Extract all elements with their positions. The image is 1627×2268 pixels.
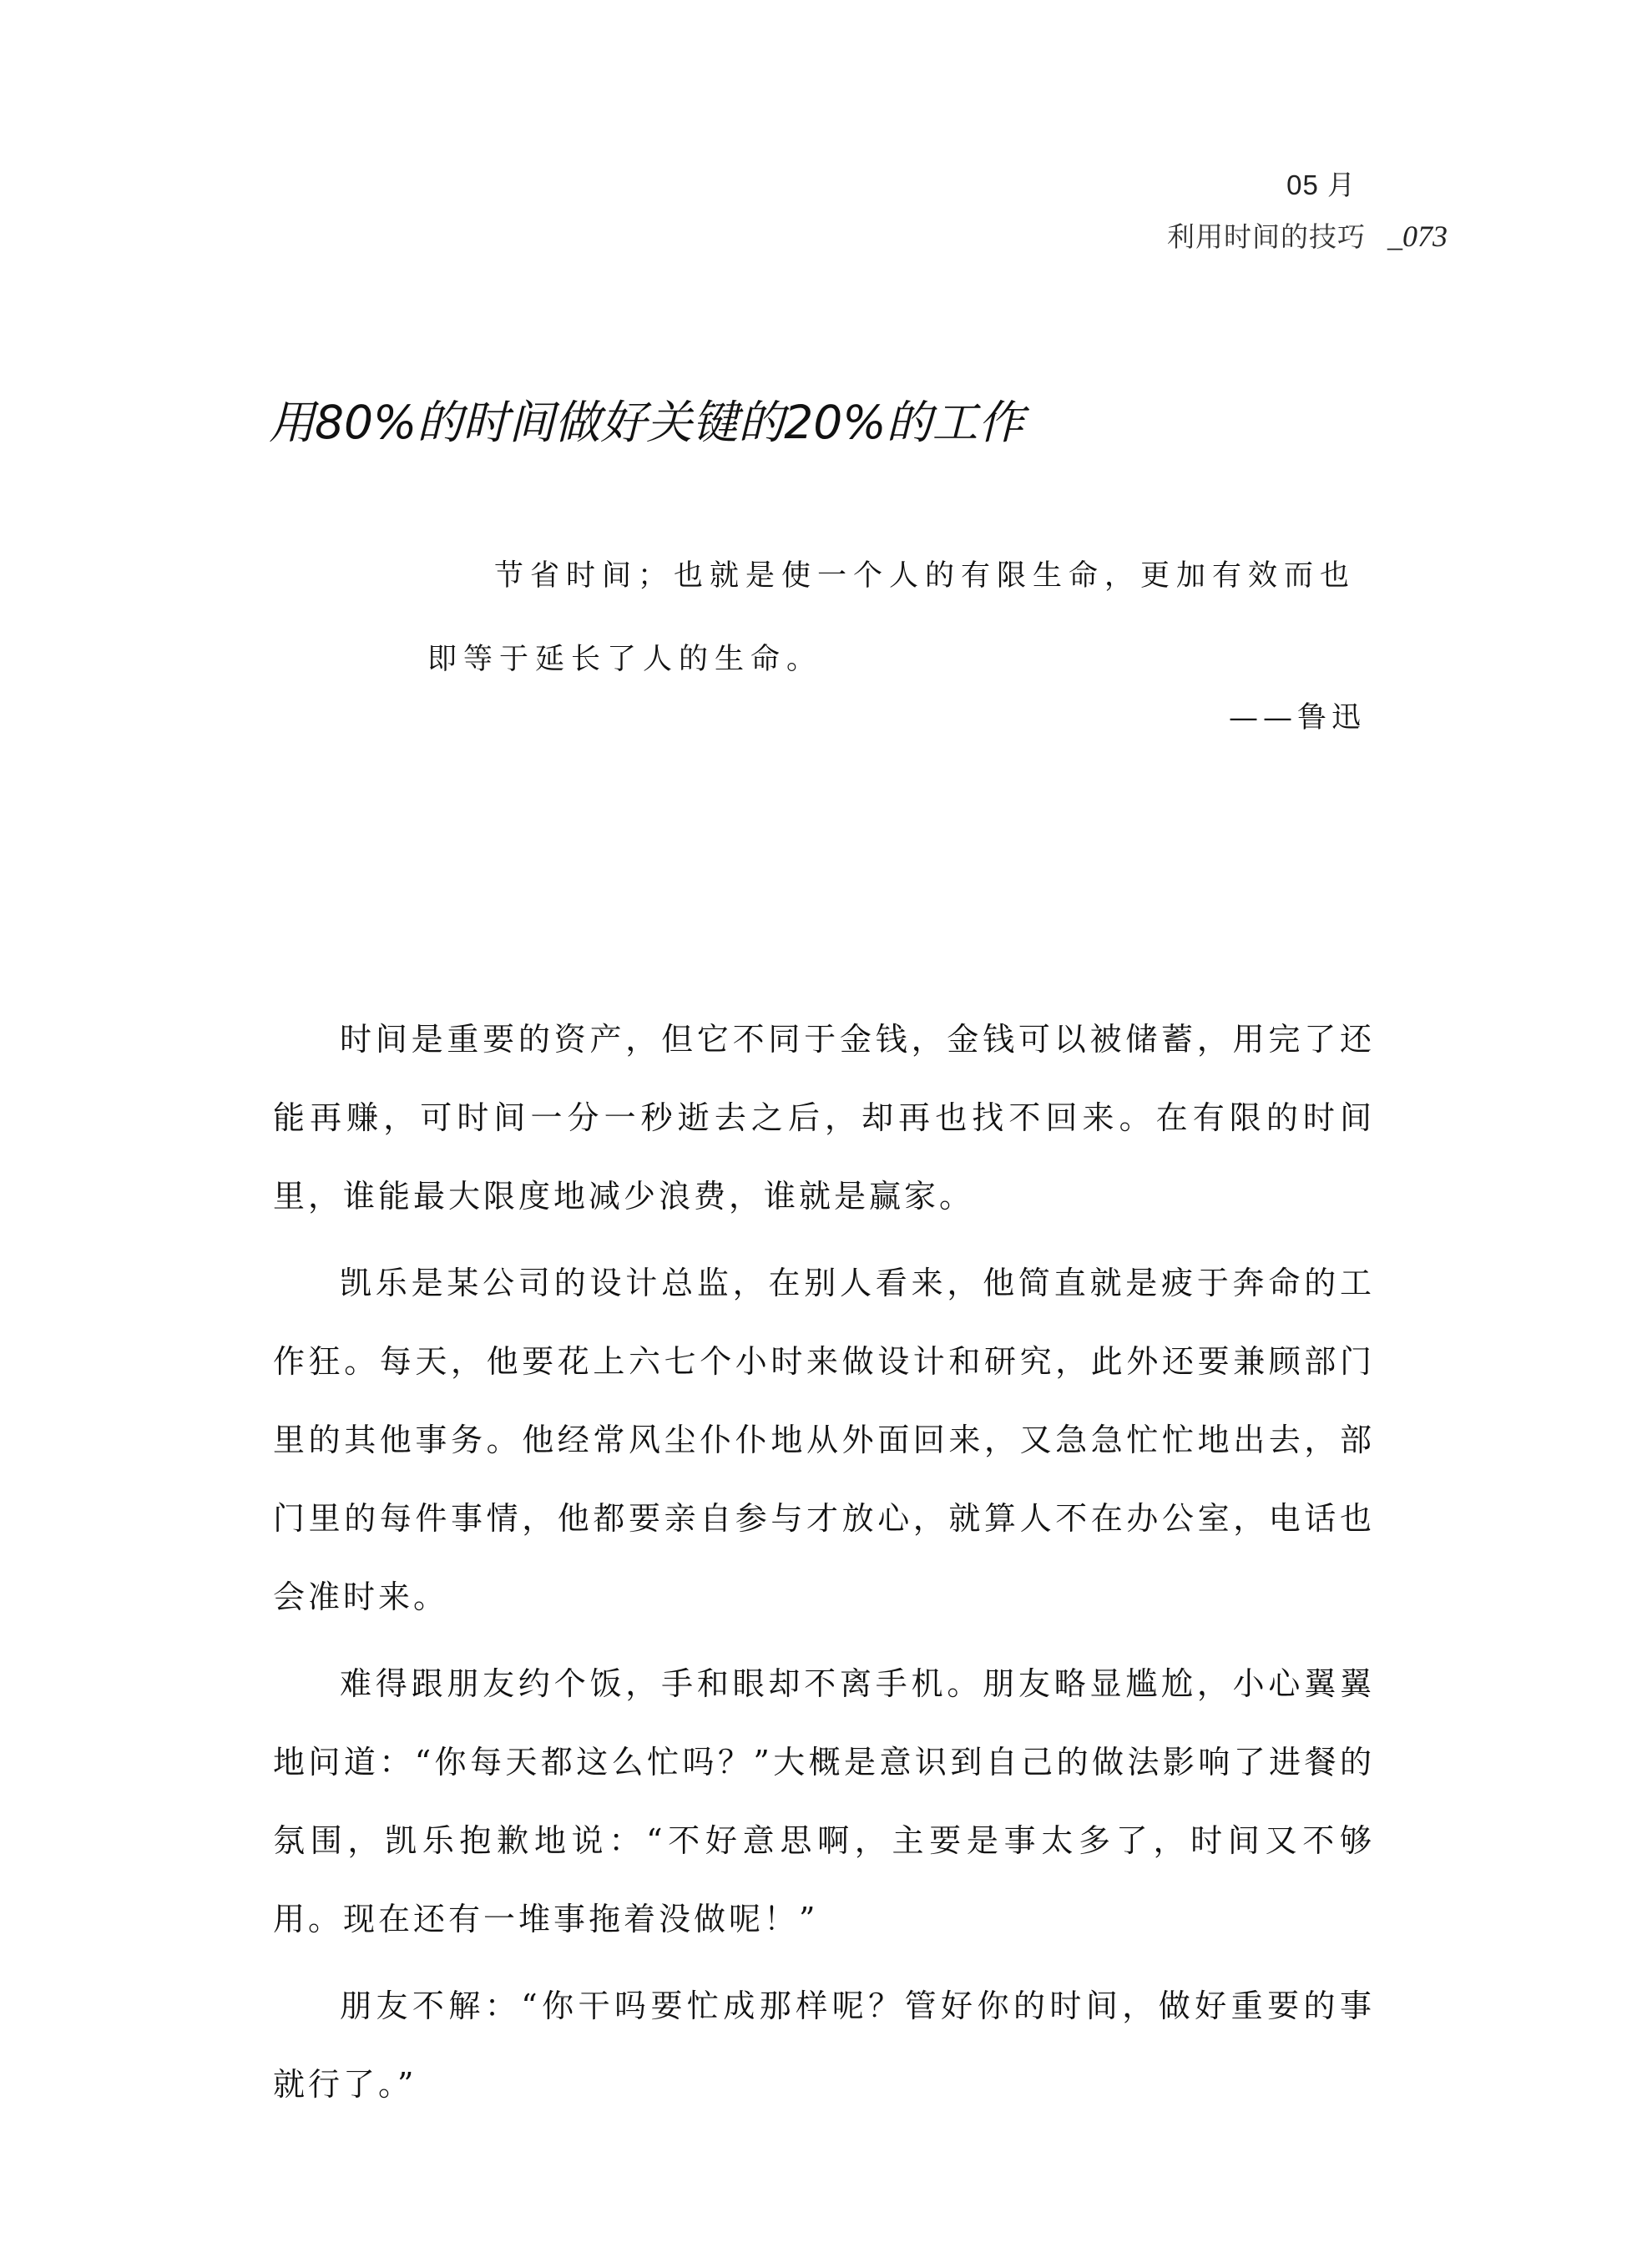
running-header xyxy=(1167,215,1448,255)
epigraph-attribution: ——鲁迅 xyxy=(1228,701,1366,735)
body-paragraph: 时间是重要的资产，但它不同于金钱，金钱可以被储蓄，用完了还能再赚，可时间一分一秒逝去之后，却再也找不回来。在有限的时间里，谁能最大限度地减少浪费，谁就是赢家。 xyxy=(273,1021,1375,1215)
body-paragraph: 朋友不解：“你干吗要忙成那样呢？管好你的时间，做好重要的事就行了。” xyxy=(273,1988,1375,2103)
epigraph-quote: 节省时间；也就是使一个人的有限生命，更加有效而也即等于延长了人的生命。 xyxy=(427,559,1357,676)
page-number: _073 xyxy=(1387,220,1448,253)
running-header-section: 利用时间的技巧 xyxy=(1167,220,1366,253)
running-header-month: 05 月 xyxy=(1286,169,1356,200)
body-paragraph: 凯乐是某公司的设计总监，在别人看来，他简直就是疲于奔命的工作狂。每天，他要花上六七个小时来做设计和研究，此外还要兼顾部门里的其他事务。他经常风尘仆仆地从外面回来，又急急忙忙地出去，部门里的每件事情，他都要亲自参与才放心，就算人不在办公室，电话也会准时来。 xyxy=(273,1265,1375,1615)
article-body xyxy=(273,1000,1375,2132)
body-paragraph: 难得跟朋友约个饭，手和眼却不离手机。朋友略显尴尬，小心翼翼地问道：“你每天都这么忙吗？”大概是意识到自己的做法影响了进餐的氛围，凯乐抱歉地说：“不好意思啊，主要是事太多了，时间又不够用。现在还有一堆事拖着没做呢！” xyxy=(273,1665,1375,1937)
article-title: 用80%的时间做好关键的20%的工作 xyxy=(269,396,1024,449)
